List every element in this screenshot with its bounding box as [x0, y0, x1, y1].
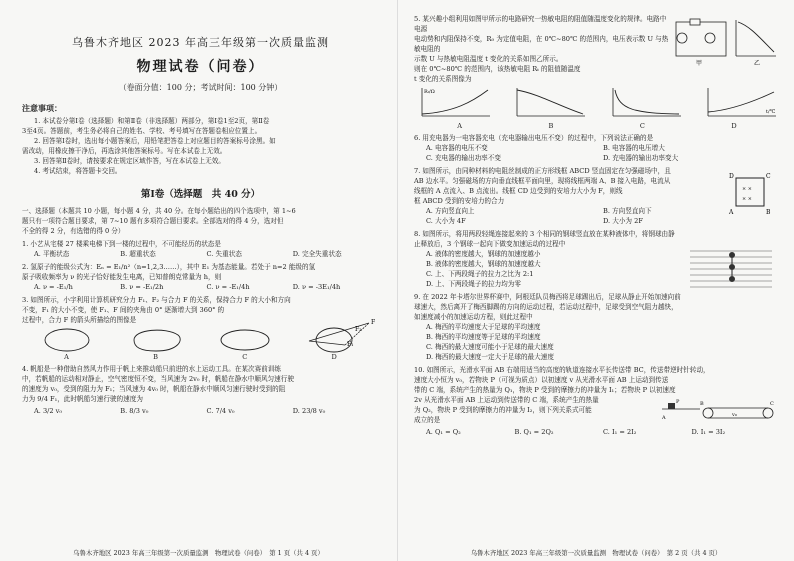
notice-line: 1. 本试卷分第Ⅰ卷（选择题）和第Ⅱ卷（非选择题）两部分，第Ⅰ卷1至2页，第Ⅱ卷: [34, 117, 270, 125]
question-3-cont: 不变，F₁ 的大小不变，使 F₁、F 间的夹角由 0° 逐渐增大到 360° 的: [22, 306, 225, 314]
graph-option-a: [414, 86, 494, 120]
question-2-cont: 原子吸收频率为 ν 的光子恰好能发生电离，已知普朗克常量为 h，则: [22, 273, 222, 281]
question-4: 4. 帆船是一种借助自然风力作用于帆上来推动船只前进的水上运动工具。在某次赛前训练: [22, 365, 281, 373]
option: D. 大小为 2F: [603, 217, 643, 225]
block-label: P: [676, 399, 680, 405]
point-label: A: [662, 415, 666, 421]
force-label-F1: F₁: [347, 341, 354, 347]
exam-title: 物理试卷（问卷）: [136, 59, 265, 75]
notice-line: 3. 回答第Ⅱ卷时，请按要求在规定区域作答，写在本试卷上无效。: [34, 157, 225, 165]
question-7-cont: 线框的 A 点流入、B 点流出。线框 CD 边受到的安培力大小为 F，则线: [414, 187, 623, 195]
intro-line: 题只有一项符合题目要求，第 7~10 题有多项符合题目要求。全部选对的得 4 分，选对但: [22, 217, 284, 225]
option: A. ν = -E₁/h: [34, 283, 73, 291]
q10-options: [414, 427, 780, 437]
section-heading: 第Ⅰ卷（选择题 共 40 分）: [140, 189, 261, 200]
question-3: 3. 如图所示，小宇利用计算机研究分力 F₁、F₂ 与合力 F 的关系，保持合力 F 的大小和方向: [22, 296, 291, 304]
option: C. 7/4 v₀: [206, 407, 235, 415]
option: A. 平衡状态: [34, 250, 70, 258]
option: B. 液体的密度越大，钢球的加速度越大: [426, 260, 541, 268]
question-5-cont: 示数 U 与热敏电阻温度 t 变化的关系如图乙所示。: [414, 55, 563, 63]
force-label-F2: F₂: [355, 326, 362, 333]
option: A. Q₁ = Q₂: [426, 428, 461, 436]
option: A. 电容器的电压不变: [426, 144, 488, 152]
question-10: 10. 如图所示，光滑水平面 AB 右端用适当的高度的轨道连接水平长传送带 BC，传送带逆时针转动，: [414, 366, 710, 374]
question-10-cont: 速度大小恒为 v₀，若物块 P（可视为质点）以初速度 v 从光滑水平面 AB 上运动到传送: [414, 376, 669, 384]
graph-option-d: [700, 86, 780, 120]
option: C. ν = -E₁/4h: [206, 283, 250, 291]
option: B. 超重状态: [120, 250, 156, 258]
question-10-cont: 带的 C 端，系统产生的热量为 Q₁，物块 P 受到的摩擦力的冲量为 I₁；若物块 P 以初速度: [414, 386, 676, 394]
question-4-cont: 中，若帆船的运动相对静止，空气密度恒不变，当风速为 2v₀ 时，帆船在静水中顺风匀速行驶: [22, 375, 294, 383]
option: D. 梅西的最大速度一定大于足球的最大速度: [426, 353, 554, 361]
question-10-cont: 为 Q₂，物块 P 受到的摩擦力的冲量为 I₂，则下列关系式可能: [414, 406, 592, 414]
question-7-cont: AB 边水平。匀强磁场的方向垂直线框平面向里，现将线框两端 A、B 接入电路，电流从: [414, 177, 671, 185]
notice-title: 注意事项：: [22, 103, 62, 113]
question-7-cont: 框 ABCD 受到的安培力的合力: [414, 197, 505, 205]
notice-line: 需改动，用橡皮擦干净后，再选涂其他答案标号。写在本试卷上无效。: [22, 147, 227, 155]
notice-line: 3至4页。答题前，考生务必将自己的姓名、学校、考号填写在答题卷相应位置上。: [22, 127, 262, 135]
question-3-cont: 过程中，合力 F 的箭头所描绘的图像是: [22, 316, 137, 324]
question-10-cont: 2v 从光滑水平面 AB 上运动到传送带的 C 端，系统产生的热量: [414, 396, 599, 404]
point-label: B: [700, 401, 704, 407]
exam-header: 乌鲁木齐地区 2023 年高三年级第一次质量监测: [72, 36, 329, 49]
speed-label: v₀: [732, 412, 737, 418]
question-9: 9. 在 2022 年卡塔尔世界杯赛中，阿根廷队员梅西将足球踢出后，足球从静止开始加速向前: [414, 293, 681, 301]
option: D. 完全失重状态: [292, 250, 342, 258]
intro-line: 一、选择题（本题共 10 小题，每小题 4 分，共 40 分。在每小题给出的四个选项中，第 1~6: [22, 207, 296, 215]
graph-option-c: [605, 86, 685, 120]
question-8: 8. 如图所示，将用两段轻绳连接起来的 3 个相同的钢球竖直放在某种液体中，将钢球由静: [414, 230, 675, 238]
question-4-cont: 力为 9/4 F₁，此时帆船匀速行驶的速度为: [22, 395, 143, 403]
shape-egg-icon: [126, 327, 186, 353]
option: A. 液体的密度越大，钢球的加速度越小: [426, 250, 541, 258]
circuit-label: 甲: [696, 60, 703, 67]
q4-options: [22, 406, 379, 416]
option: C. 上、下两段绳子的拉力之比为 2:1: [426, 270, 534, 278]
option: D. 上、下两段绳子的拉力均为零: [426, 280, 521, 288]
option: C. I₁ = 2I₂: [603, 428, 637, 436]
q1-options: [22, 249, 379, 259]
option-label: A: [64, 353, 69, 361]
option: B. 梅西的平均速度等于足球的平均速度: [426, 333, 541, 341]
question-6: 6. 用充电器为一电容器充电（充电器输出电压不变）的过程中，下列说法正确的是: [414, 134, 654, 142]
option-label: C: [242, 353, 248, 361]
question-4-cont: 的速度为 v₀，受到的阻力为 F₁；当风速为 4v₀ 时，帆船在静水中顺风匀速行驶时受到的阻: [22, 385, 286, 393]
option: B. ν = -E₁/2h: [120, 283, 164, 291]
option-label: C: [639, 122, 645, 130]
graph-label: 乙: [754, 60, 761, 67]
point-label: C: [770, 401, 774, 407]
question-10-block: [414, 365, 780, 425]
intro-line: 不全的得 2 分，有选错的得 0 分）: [22, 227, 125, 235]
question-5-cont: 则在 0℃~80℃ 的范围内，该热敏电阻 Rₜ 的阻值随温度: [414, 65, 581, 73]
square-frame-diagram: [726, 170, 776, 218]
shape-circle-icon: [37, 327, 97, 353]
axis-label: t/℃: [765, 109, 776, 115]
time-note: （卷面分值：100 分；考试时间：100 分钟）: [118, 83, 283, 92]
option-label: D: [331, 353, 337, 361]
question-5-cont: 电动势和内阻保持不变，R₀ 为定值电阻，在 0℃~80℃ 的范围内，电压表示数 U 与热敏电阻的: [414, 35, 669, 53]
question-2: 2. 氢原子的能级公式为：Eₙ = E₁/n²（n=1,2,3……），其中 E₁ 为基态能量。若处于 n=2 能级的氢: [22, 263, 316, 271]
liquid-container-diagram: [688, 247, 774, 291]
notice-line: 4. 考试结束，将答题卡交回。: [34, 167, 122, 175]
q2-options: [22, 282, 379, 292]
question-1: 1. 小艺从宅楼 27 楼乘电梯下到一楼的过程中，不可能经历的状态是: [22, 240, 221, 248]
page-footer: 乌鲁木齐地区 2023 年高三年级第一次质量监测 物理试卷（问卷） 第 2 页（共 4 页）: [470, 549, 722, 557]
q3-shape-labels: [22, 353, 379, 361]
option: C. 大小为 4F: [426, 217, 466, 225]
option: B. 8/3 v₀: [120, 407, 149, 415]
question-7: 7. 如图所示，由同种材料的电阻丝制成的正方形线框 ABCD 竖直固定在匀强磁场中，且: [414, 167, 671, 175]
option: D. I₁ = 3I₂: [691, 428, 726, 436]
axis-label: Rₜ/Ω: [424, 89, 435, 95]
question-5-cont: t 变化的关系图像为: [414, 75, 472, 83]
option: D. 23/8 v₀: [292, 407, 326, 415]
corner-label: C: [766, 173, 771, 180]
option: A. 方向竖直向上: [426, 207, 475, 215]
option-label: D: [731, 122, 737, 130]
conveyor-diagram: [660, 395, 778, 425]
question-9-cont: 球速大，然后离开了梅西脚踢的方向的运动过程，若运动过程中，足球受到空气阻力越快，: [414, 303, 678, 311]
graph-option-b: [509, 86, 589, 120]
option: B. Q₁ = 2Q₂: [514, 428, 554, 436]
svg-text:× ×: × ×: [742, 196, 752, 202]
option: B. 方向竖直向下: [603, 207, 652, 215]
option: A. 3/2 v₀: [34, 407, 63, 415]
q5-graph-options: [414, 86, 780, 120]
q5-graph-labels: [414, 122, 780, 130]
force-label-F: F: [371, 319, 375, 326]
page-right: [397, 0, 794, 561]
shape-oval-icon: [215, 327, 275, 353]
option: C. 充电器的输出功率不变: [426, 154, 501, 162]
option-label: B: [153, 353, 158, 361]
option: B. 电容器的电压增大: [603, 144, 665, 152]
force-diagram: [305, 315, 375, 347]
option-label: B: [548, 122, 554, 130]
option: C. 失重状态: [206, 250, 242, 258]
option-label: A: [457, 122, 463, 130]
question-8-block: [414, 229, 780, 289]
question-3-block: [22, 295, 379, 347]
option: A. 梅西的平均速度大于足球的平均速度: [426, 323, 541, 331]
question-5-block: [414, 14, 780, 84]
question-9-cont: 如速度减小的加速运动方程，则此过程中: [414, 313, 533, 321]
question-10-cont: 成立的是: [414, 416, 441, 424]
option: D. 充电器的输出功率变大: [603, 154, 679, 162]
corner-label: B: [766, 209, 771, 216]
question-5: 5. 某兴趣小组利用如图甲所示的电路研究一热敏电阻的阻值随温度变化的规律。电路中电源: [414, 15, 667, 33]
corner-label: A: [729, 209, 734, 216]
notice-line: 2. 回答第Ⅰ卷时，选出每小题答案后，用铅笔把答卷上对应题目的答案标号涂黑。如: [34, 137, 276, 145]
svg-text:× ×: × ×: [742, 186, 752, 192]
option: C. 梅西的最大速度可能小于足球的最大速度: [426, 343, 554, 351]
circuit-diagram: [672, 16, 780, 68]
option: D. ν = -3E₁/4h: [292, 283, 341, 291]
q6-options: [414, 153, 780, 163]
question-8-cont: 止释放后，3 个钢球一起向下做变加速运动的过程中: [414, 240, 566, 248]
corner-label: D: [729, 173, 734, 180]
page-footer: 乌鲁木齐地区 2023 年高三年级第一次质量监测 物理试卷（问卷） 第 1 页（共 4 页）: [73, 549, 324, 557]
q6-options: [414, 143, 780, 153]
